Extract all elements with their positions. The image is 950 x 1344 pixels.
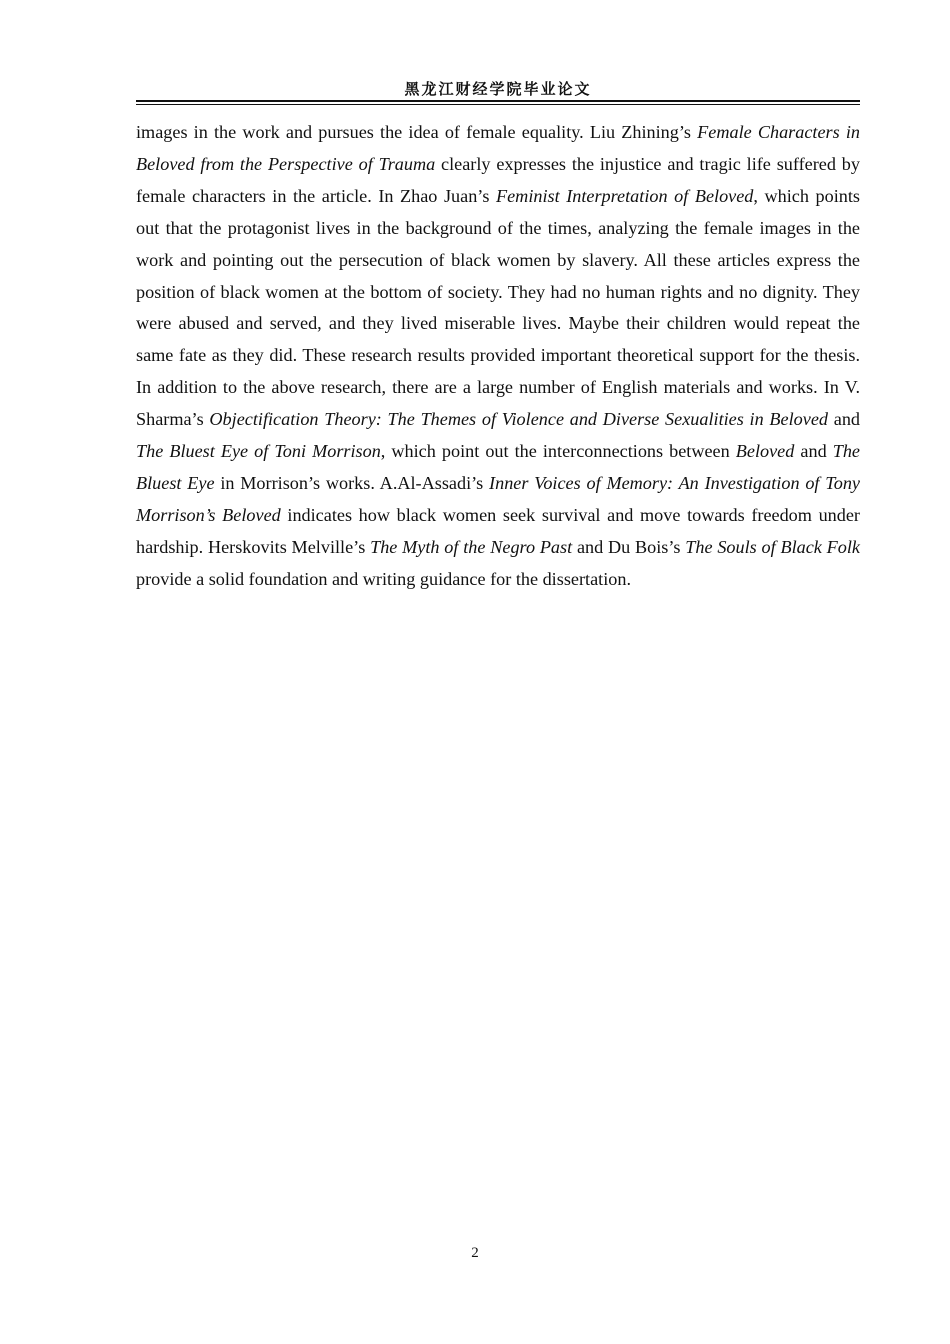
text-span: images in the work and pursues the idea of female equality. Liu Zhining’s (136, 122, 698, 142)
text-span: and Du Bois’s (572, 536, 686, 557)
italic-title-span: The Bluest Eye (136, 441, 860, 493)
text-span: clearly expresses the injustice and tragic life suffered by female characters in the article. In Zhao Juan’s (136, 153, 860, 206)
text-span: provide a solid foundation and writing guidance for the dissertation. (136, 568, 631, 589)
italic-title-span: Inner Voices of Memory: An Investigation of Tony Morrison’s Beloved (136, 472, 860, 525)
page-number: 2 (471, 1245, 479, 1261)
page-header-title: 黑龙江财经学院毕业论文 (404, 80, 592, 98)
text-span: in Morrison’s works. A.Al-Assadi’s (214, 472, 490, 493)
italic-title-span: Beloved (735, 441, 795, 462)
italic-title-span: Objectification Theory: The Themes of Violence and Diverse Sexualities in Beloved (209, 409, 829, 430)
italic-title-span: The Bluest Eye of Toni Morrison (136, 441, 381, 462)
body-paragraph (136, 117, 860, 596)
text-span: , which points out that the protagonist lives in the background of the times, analyzing the female images in the work and pointing out the persecution of black women by slavery. All these articles express the position of black women at the bottom of society. They had no human rights and no dignity. They were abused and served, and they lived miserable lives. Maybe their children would repeat the same fate as they did. These research results provided important theoretical support for the thesis. In addition to the above research, there are a large number of English materials and works. In V. Sharma’s (136, 185, 860, 430)
header-divider (136, 100, 860, 105)
text-span: , which point out the interconnections between (380, 441, 736, 462)
italic-title-span: Feminist Interpretation of Beloved (496, 185, 754, 206)
italic-title-span: Female Characters in Beloved from the Perspective of Trauma (136, 122, 860, 174)
text-span: indicates how black women seek survival and move towards freedom under hardship. Herskovits Melville’s (136, 504, 860, 557)
italic-title-span: The Souls of Black Folk (685, 536, 860, 557)
text-span: and (794, 441, 833, 462)
italic-title-span: The Myth of the Negro Past (370, 536, 573, 557)
text-span: and (828, 409, 861, 430)
